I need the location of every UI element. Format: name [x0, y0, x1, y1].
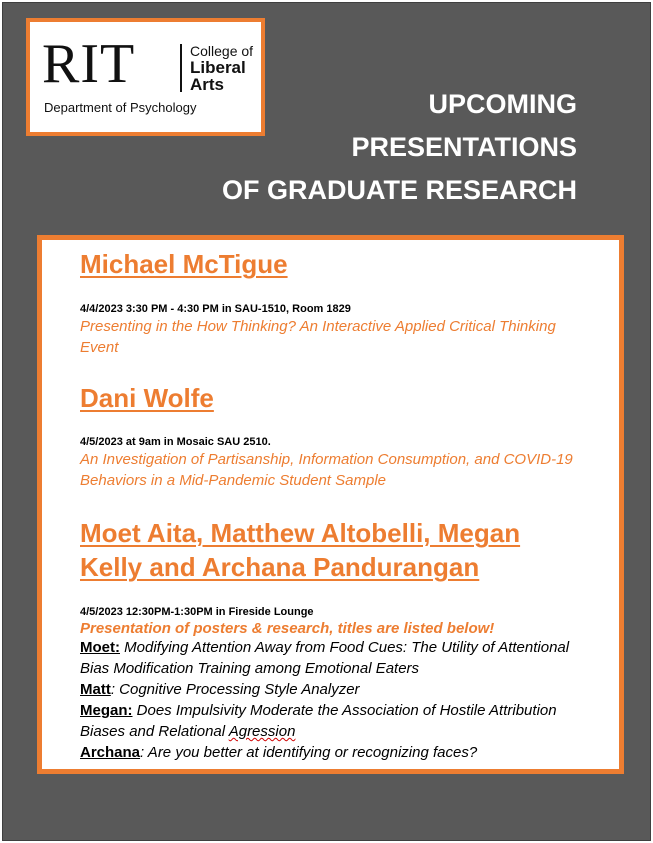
presentation-title: Presenting in the How Thinking? An Interactive Applied Critical Thinking Event	[80, 318, 556, 356]
presentation-time-location: 4/4/2023 3:30 PM - 4:30 PM in SAU-1510, Room 1829	[80, 303, 351, 315]
presentations-panel	[37, 235, 624, 774]
poster-presenter: Archana	[80, 744, 141, 761]
poster-title: Modifying Attention Away from Food Cues: The Utility of Attentional Bias Modification Training among Emotional Eaters	[80, 639, 570, 677]
presenter-names-line2: Kelly and Archana Pandurangan	[80, 552, 480, 582]
poster-presenter: Matt	[80, 681, 111, 698]
title-line1: UPCOMING	[428, 89, 577, 119]
title-line3: OF GRADUATE RESEARCH	[221, 175, 577, 205]
poster-title: : Are you better at identifying or recognizing faces?	[140, 744, 478, 761]
logo-college-line1: College of	[190, 43, 254, 59]
poster-entry	[80, 637, 590, 679]
logo-college-line3: Arts	[190, 75, 225, 94]
logo-department: Department of Psychology	[44, 100, 197, 115]
poster-presenter: Megan:	[80, 702, 133, 719]
poster-title-misspelled: Agression	[228, 723, 296, 740]
page-title	[222, 83, 577, 212]
poster-entry	[80, 742, 590, 763]
title-line2: PRESENTATIONS	[351, 132, 577, 162]
presenter-name: Dani Wolfe	[80, 383, 214, 413]
logo-wordmark: RIT	[42, 33, 136, 95]
logo-college-line2: Liberal	[190, 58, 246, 77]
poster-entry	[80, 700, 590, 742]
poster-title: Does Impulsivity Moderate the Association of Hostile Attribution Biases and Relational	[80, 702, 557, 740]
presentation-title: An Investigation of Partisanship, Information Consumption, and COVID-19 Behaviors in a Mid-Pandemic Student Sample	[80, 451, 573, 489]
poster-presenter: Moet:	[80, 639, 120, 656]
flyer-page	[2, 2, 651, 841]
presenter-name: Michael McTigue	[80, 249, 288, 279]
poster-session-note: Presentation of posters & research, titles are listed below!	[80, 620, 495, 637]
presentation-time-location: 4/5/2023 at 9am in Mosaic SAU 2510.	[80, 436, 271, 448]
poster-entry	[80, 679, 590, 700]
presentation-time-location: 4/5/2023 12:30PM-1:30PM in Fireside Lounge	[80, 606, 314, 618]
presenter-names-line1: Moet Aita, Matthew Altobelli, Megan	[80, 518, 521, 548]
poster-title: : Cognitive Processing Style Analyzer	[110, 681, 360, 698]
logo-divider	[180, 44, 182, 92]
